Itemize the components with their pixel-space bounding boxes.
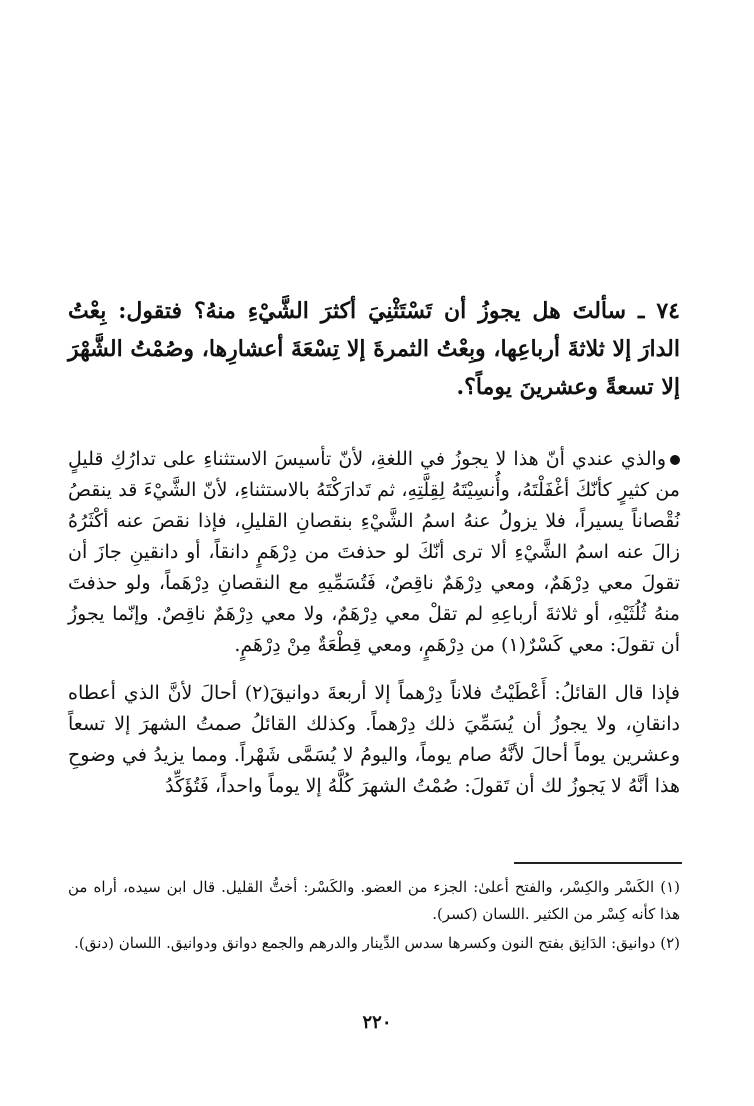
answer-paragraph-1-text: والذي عندي أنّ هذا لا يجوزُ في اللغةِ، لأنّ تأسيسَ الاستثناءِ على تدارُكِ قليلٍ من كثيرٍ كأنّكَ أغْفَلْتَهُ، وأُنسِيْتَهُ لِقِلَّتِهِ، ثم تَدارَكْتَهُ بالاستثناءِ، لأنّ الشَّيْءَ قد ينقصُ نُقْصاناً يسيراً، فلا يزولُ عنهُ اسمُ الشَّيْءِ بنقصانِ القليلِ، فإذا نقصَ عنه أكْثَرُهُ زالَ عنه اسمُ الشَّيْءِ ألا ترى أنّكَ لو حذفتَ من دِرْهَمٍ دانقاً، أو دانقينِ جازَ أن تقولَ معي دِرْهَمٌ، ومعي دِرْهَمٌ ناقِصٌ، فَتُسَمِّيهِ مع النقصانِ دِرْهَماً، ولو حذفتَ منهُ ثُلُثَيْهِ، أو ثلاثةَ أرباعِهِ لم تقلْ معي دِرْهَمٌ، ولا معي دِرْهَمٌ ناقِصٌ. وإنّما يجوزُ أن تقولَ: معي كَسْرٌ(١) من دِرْهَمٍ، ومعي قِطْعَةٌ مِنْ دِرْهَمٍ. [68,448,680,656]
footnote-divider [514,862,682,864]
answer-paragraph-2: فإذا قال القائلُ: أَعْطَيْتُ فلاناً دِرْهماً إلا أربعةَ دوانيقَ(٢) أحالَ لأنَّ الذي أعطاه دانقانِ، ولا يجوزُ أن يُسَمِّيَ ذلك دِرْهماً. وكذلك القائلُ صمتُ الشهرَ إلا تسعاً وعشرين يوماً أحالَ لأنَّهُ صام يوماً، واليومُ لا يُسَمَّى شَهْراً. ومما يزيدُ في وضوحِ هذا أنَّهُ لا يَجوزُ لك أن تَقولَ: صُمْتُ الشهرَ كُلَّهُ إلا يوماً واحداً، فَتُؤَكِّدُ [68,682,680,797]
footnotes [68,874,680,959]
footnote-1: (١) الكَسْر والكِسْر، والفتح أعلىٰ: الجزء من العضو. والكَسْر: أختُّ القليل. قال ابن سيده، أراه من هذا كأنه كِسْر من الكثير .اللسان (كسر). [68,878,680,923]
footnote-2: (٢) دوانيق: الدَانِق بفتح النون وكسرها سدس الدِّينار والدرهم والجمع دوانق ودوانيق. اللسان (دنق). [74,934,680,952]
page-number: ٢٢٠ [362,1012,392,1033]
question-heading: ٧٤ ـ سألتَ هل يجوزُ أن تَسْتَثْنِيَ أكثرَ الشَّيْءِ منهُ؟ فتقول: بِعْتُ الدارَ إلا ثلاثةَ أرباعِها، وبِعْتُ الثمرةَ إلا تِسْعَةَ أعشارِها، وصُمْتُ الشَّهْرَ إلا تسعةً وعشرينَ يوماً؟. [68,298,680,400]
answer-paragraph-1 [68,444,680,661]
bullet-icon [670,455,680,465]
